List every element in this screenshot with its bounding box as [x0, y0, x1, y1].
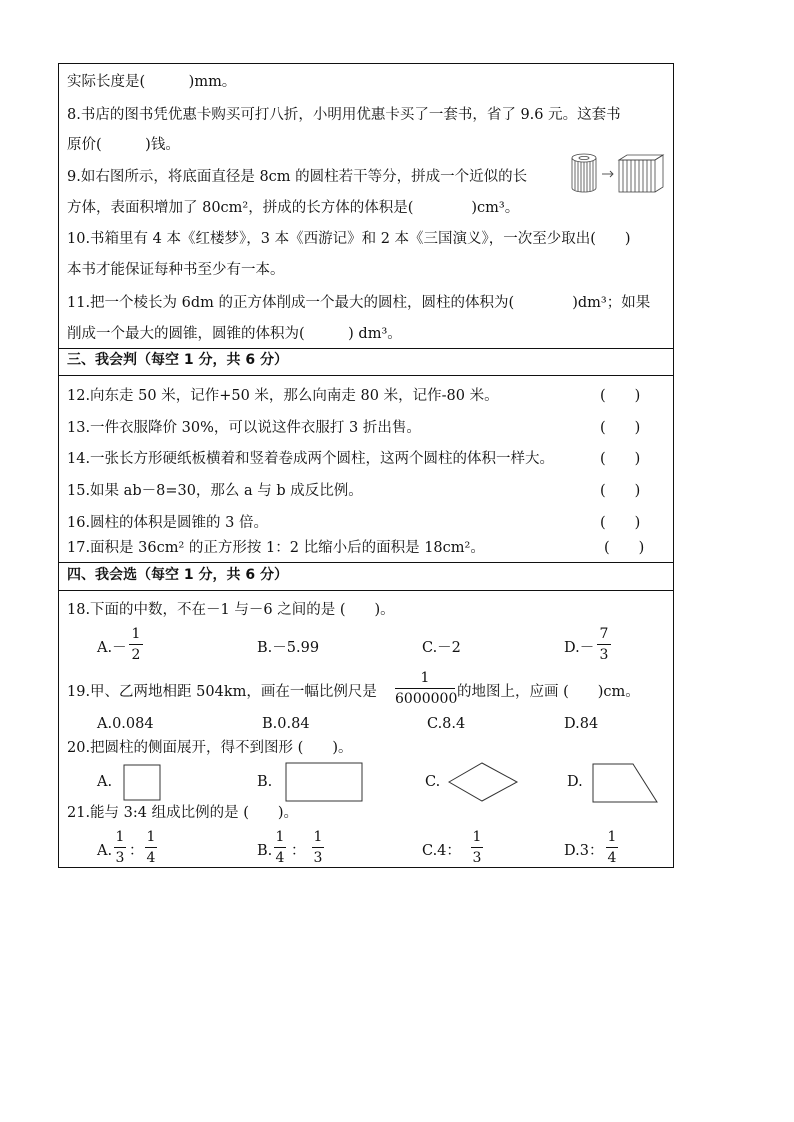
q21-option-a-colon: ： [129, 843, 144, 859]
q21-option-b-fraction-2: 1 3 [313, 829, 323, 866]
judge-item-15: 15.如果 ab－8=30，那么 a 与 b 成反比例。 [67, 483, 363, 499]
arrow-right-icon [602, 171, 613, 177]
q21-option-a-fraction-1: 1 3 [115, 829, 125, 866]
cuboid-icon [619, 155, 663, 192]
section4-title: 四、我会选（每空 1 分，共 6 分） [67, 567, 288, 583]
q19-option-c[interactable]: C.8.4 [427, 716, 466, 732]
judge-answer-14[interactable]: ( ) [600, 451, 641, 467]
q20-option-c-label[interactable]: C. [425, 774, 441, 790]
judge-item-17: 17.面积是 36cm² 的正方形按 1：2 比缩小后的面积是 18cm²。 [67, 540, 485, 556]
q18-option-d-fraction: 7 3 [597, 626, 611, 663]
q8-line2: 原价( )钱。 [67, 137, 180, 153]
q11-line1: 11.把一个棱长为 6dm 的正方体削成一个最大的圆柱，圆柱的体积为( )dm³；如果 [67, 295, 651, 311]
divider [59, 590, 673, 591]
q10-line2: 本书才能保证每种书至少有一本。 [67, 262, 285, 278]
judge-item-13: 13.一件衣服降价 30%，可以说这件衣服打 3 折出售。 [67, 420, 421, 436]
q18-option-a-label[interactable]: A.－ [97, 640, 127, 656]
q20-stem: 20.把圆柱的侧面展开，得不到图形 ( )。 [67, 740, 353, 756]
judge-answer-16[interactable]: ( ) [600, 515, 641, 531]
q18-option-b[interactable]: B.－5.99 [257, 640, 320, 656]
section3-title: 三、我会判（每空 1 分，共 6 分） [67, 352, 288, 368]
square-shape [123, 764, 163, 802]
q21-option-a-fraction-2: 1 4 [146, 829, 156, 866]
cylinder-to-cuboid-figure [569, 152, 669, 196]
q20-option-d-label[interactable]: D. [567, 774, 583, 790]
q9-line1: 9.如右图所示，将底面直径是 8cm 的圆柱若干等分，拼成一个近似的长 [67, 169, 528, 185]
judge-answer-17[interactable]: ( ) [604, 540, 645, 556]
q18-option-a-fraction: 1 2 [129, 626, 143, 663]
cylinder-icon [572, 154, 596, 192]
q11-line2: 削成一个最大的圆锥，圆锥的体积为( ) dm³。 [67, 326, 402, 342]
rectangle-shape [285, 762, 365, 804]
judge-item-12: 12.向东走 50 米，记作+50 米，那么向南走 80 米，记作-80 米。 [67, 388, 499, 404]
q8-line1: 8.书店的图书凭优惠卡购买可打八折，小明用优惠卡买了一套书，省了 9.6 元。这套书 [67, 107, 621, 123]
q21-stem: 21.能与 3:4 组成比例的是 ( )。 [67, 805, 299, 821]
judge-item-16: 16.圆柱的体积是圆锥的 3 倍。 [67, 515, 269, 531]
judge-answer-12[interactable]: ( ) [600, 388, 641, 404]
q19-option-a[interactable]: A.0.084 [97, 716, 154, 732]
q20-option-b-label[interactable]: B. [257, 774, 273, 790]
q7-text: 实际长度是( )mm。 [67, 74, 237, 90]
q18-option-c[interactable]: C.－2 [422, 640, 461, 656]
rhombus-shape [447, 762, 519, 802]
q18-option-d-label[interactable]: D.－ [564, 640, 595, 656]
q19-option-b[interactable]: B.0.84 [262, 716, 310, 732]
divider [59, 562, 673, 563]
q21-option-a-label[interactable]: A. [97, 843, 113, 859]
judge-item-14: 14.一张长方形硬纸板横着和竖着卷成两个圆柱，这两个圆柱的体积一样大。 [67, 451, 555, 467]
exam-sheet [58, 63, 674, 868]
q21-option-b-colon: ： [291, 843, 306, 859]
q21-option-d-fraction: 1 4 [607, 829, 617, 866]
divider [59, 375, 673, 376]
q21-option-b-fraction-1: 1 4 [275, 829, 285, 866]
judge-answer-15[interactable]: ( ) [600, 483, 641, 499]
q21-option-d-label[interactable]: D.3： [564, 843, 604, 859]
q21-option-b-label[interactable]: B. [257, 843, 273, 859]
q10-line1: 10.书箱里有 4 本《红楼梦》，3 本《西游记》和 2 本《三国演义》，一次至少取出( ) [67, 231, 631, 247]
q18-stem: 18.下面的中数，不在－1 与－6 之间的是 ( )。 [67, 602, 395, 618]
q19-option-d[interactable]: D.84 [564, 716, 599, 732]
q20-option-a-label[interactable]: A. [97, 774, 113, 790]
trapezoid-shape [591, 762, 659, 804]
q21-option-c-label[interactable]: C.4： [422, 843, 461, 859]
judge-answer-13[interactable]: ( ) [600, 420, 641, 436]
q19-scale-fraction: 1 6000000 [395, 670, 458, 707]
q21-option-c-fraction: 1 3 [472, 829, 482, 866]
q9-line2: 方体，表面积增加了 80cm²，拼成的长方体的体积是( )cm³。 [67, 200, 520, 216]
divider [59, 348, 673, 349]
q19-stem-before: 19.甲、乙两地相距 504km，画在一幅比例尺是 [67, 684, 377, 700]
q19-stem-after: 的地图上，应画 ( )cm。 [457, 684, 640, 700]
